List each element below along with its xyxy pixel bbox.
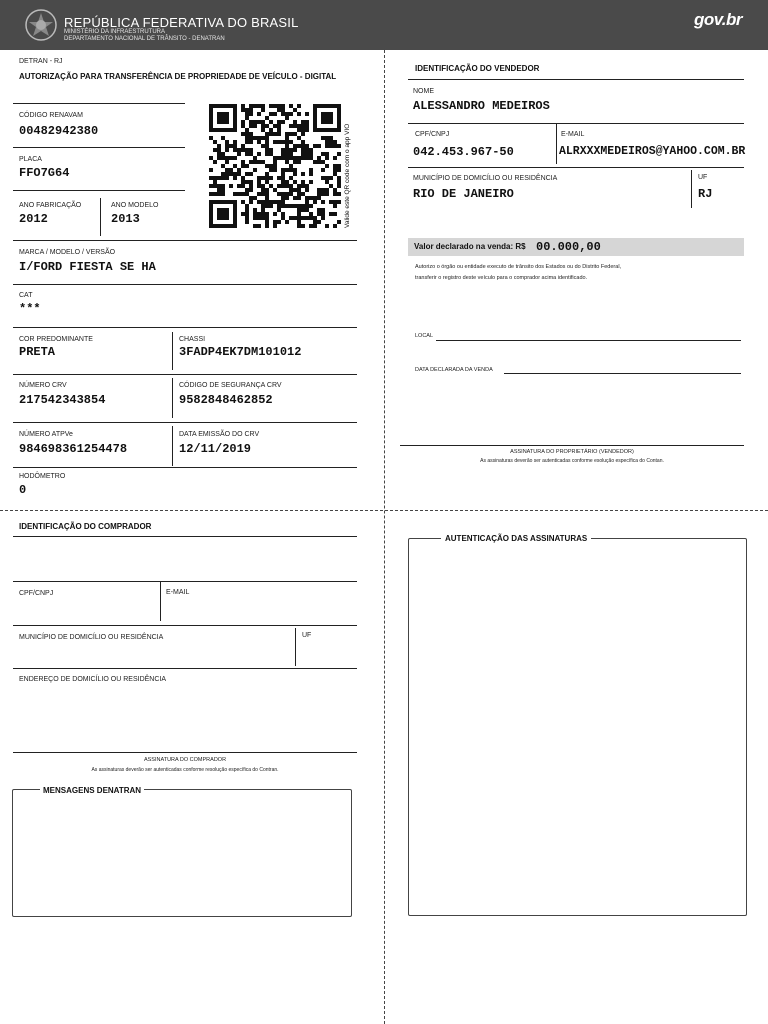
renavam-label: CÓDIGO RENAVAM (19, 112, 83, 119)
cat-label: CAT (19, 292, 33, 299)
marca-label: MARCA / MODELO / VERSÃO (19, 249, 116, 256)
divider (691, 170, 692, 208)
ano-modelo-value: 2013 (111, 212, 140, 226)
data-emissao-label: DATA EMISSÃO DO CRV (179, 431, 260, 438)
divider (160, 581, 161, 621)
seller-uf-label: UF (698, 174, 708, 181)
divider (13, 374, 357, 375)
chassi-label: CHASSI (179, 336, 206, 343)
divider (556, 123, 557, 164)
codigo-seguranca-label: CÓDIGO DE SEGURANÇA CRV (179, 382, 282, 389)
divider (13, 103, 185, 104)
divider (408, 79, 744, 80)
seller-name-label: NOME (413, 88, 434, 95)
divider (408, 123, 744, 124)
divider (13, 284, 357, 285)
autenticacao-title: AUTENTICAÇÃO DAS ASSINATURAS (441, 534, 591, 543)
ano-fabricacao-label: ANO FABRICAÇÃO (19, 202, 82, 209)
divider (295, 628, 296, 666)
seller-section-title: IDENTIFICAÇÃO DO VENDEDOR (415, 64, 540, 73)
autenticacao-box (408, 538, 747, 916)
mensagens-title: MENSAGENS DENATRAN (40, 786, 144, 795)
atpve-value: 984698361254478 (19, 442, 128, 456)
placa-value: FFO7G64 (19, 166, 70, 180)
qr-code-icon (209, 104, 341, 228)
seller-name-value: ALESSANDRO MEDEIROS (413, 99, 550, 113)
authorization-text-2: transferir o registro deste veículo para o comprador acima identificado. (415, 275, 588, 281)
buyer-signature-label: ASSINATURA DO COMPRADOR (143, 757, 227, 763)
cut-line-vertical (384, 50, 385, 1024)
codigo-seguranca-value: 9582848462852 (179, 393, 273, 407)
data-venda-label: DATA DECLARADA DA VENDA (415, 367, 493, 373)
seller-signature-label: ASSINATURA DO PROPRIETÁRIO (VENDEDOR) (510, 449, 634, 455)
govbr-logo[interactable]: gov.br (693, 10, 742, 29)
local-label: LOCAL (415, 333, 434, 339)
brasil-seal-icon (24, 8, 58, 42)
buyer-email-label: E-MAIL (166, 589, 190, 596)
header-department: DEPARTAMENTO NACIONAL DE TRÂNSITO - DENATRAN (64, 36, 225, 42)
qr-caption: Valide este QR code com o app VIO (344, 123, 351, 228)
qr-caption-wrap (344, 108, 354, 228)
header-title: REPÚBLICA FEDERATIVA DO BRASIL (64, 15, 299, 30)
crv-value: 217542343854 (19, 393, 106, 407)
hodometro-value: 0 (19, 483, 27, 497)
authorization-text-1: Autorizo o órgão ou entidade executo de trânsito dos Estados ou do Distrito Federal, (415, 264, 622, 270)
buyer-cpf-label: CPF/CNPJ (19, 590, 54, 597)
marca-value: I/FORD FIESTA SE HA (19, 260, 156, 274)
valor-bar (408, 238, 744, 256)
divider (172, 426, 173, 466)
seller-email-value: ALRXXXMEDEIROS@YAHOO.COM.BR (559, 145, 746, 158)
ano-fabricacao-value: 2012 (19, 212, 48, 226)
header-ministry: MINISTÉRIO DA INFRAESTRUTURA (64, 29, 166, 35)
seller-uf-value: RJ (698, 187, 713, 201)
atpve-label: NÚMERO ATPVe (19, 431, 73, 438)
cat-value: *** (19, 302, 41, 316)
divider (13, 422, 357, 423)
seller-municipio-value: RIO DE JANEIRO (413, 187, 514, 201)
divider (13, 581, 357, 582)
mensagens-box (12, 789, 352, 917)
chassi-value: 3FADP4EK7DM101012 (179, 345, 302, 359)
buyer-section-title: IDENTIFICAÇÃO DO COMPRADOR (19, 522, 152, 531)
buyer-uf-label: UF (302, 632, 312, 639)
local-line[interactable] (436, 340, 741, 341)
data-venda-line[interactable] (504, 373, 741, 374)
seller-cpf-value: 042.453.967-50 (413, 145, 514, 159)
divider (13, 467, 357, 468)
divider (408, 167, 744, 168)
divider (100, 198, 101, 236)
buyer-signature-line[interactable] (13, 752, 357, 753)
divider (13, 147, 185, 148)
cor-value: PRETA (19, 345, 56, 359)
doc-title: AUTORIZAÇÃO PARA TRANSFERÊNCIA DE PROPRIEDADE DE VEÍCULO - DIGITAL (19, 72, 337, 81)
buyer-signature-note: As assinaturas deverão ser autenticadas conforme resolução específica do Contran. (91, 767, 279, 773)
cut-line-horizontal (0, 510, 768, 511)
divider (172, 332, 173, 370)
data-emissao-value: 12/11/2019 (179, 442, 252, 456)
divider (13, 536, 357, 537)
page-header (0, 0, 768, 50)
seller-signature-note: As assinaturas deverão ser autenticadas conforme esolução específica do Contan. (480, 458, 664, 464)
divider (172, 378, 173, 418)
divider (13, 625, 357, 626)
divider (13, 668, 357, 669)
buyer-endereco-label: ENDEREÇO DE DOMICÍLIO OU RESIDÊNCIA (19, 676, 167, 683)
valor-label: Valor declarado na venda: R$ (414, 242, 526, 251)
valor-value: 00.000,00 (536, 240, 601, 254)
seller-municipio-label: MUNICÍPIO DE DOMICÍLIO OU RESIDÊNCIA (413, 175, 558, 182)
buyer-municipio-label: MUNICÍPIO DE DOMICÍLIO OU RESIDÊNCIA (19, 634, 164, 641)
crv-label: NÚMERO CRV (19, 382, 67, 389)
seller-email-label: E-MAIL (561, 131, 585, 138)
ano-modelo-label: ANO MODELO (111, 202, 159, 209)
divider (13, 240, 357, 241)
divider (13, 327, 357, 328)
seller-signature-line[interactable] (400, 445, 744, 446)
detran-label: DETRAN - RJ (19, 58, 63, 65)
placa-label: PLACA (19, 156, 42, 163)
renavam-value: 00482942380 (19, 124, 99, 138)
seller-cpf-label: CPF/CNPJ (415, 131, 450, 138)
cor-label: COR PREDOMINANTE (19, 336, 93, 343)
hodometro-label: HODÔMETRO (19, 473, 66, 480)
divider (13, 190, 185, 191)
